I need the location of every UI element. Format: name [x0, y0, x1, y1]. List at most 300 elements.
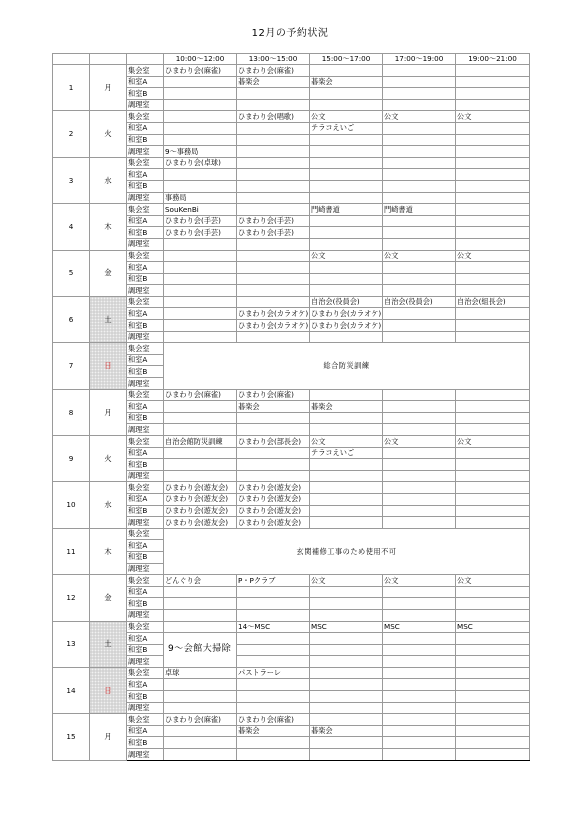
reservation-cell: MSC — [310, 621, 383, 633]
weekday-cell: 火 — [90, 436, 127, 482]
room-row — [53, 389, 530, 401]
date-cell: 1 — [53, 65, 90, 111]
reservation-cell — [164, 296, 237, 308]
reservation-cell — [310, 679, 383, 691]
room-name: 集会室 — [127, 528, 164, 540]
room-name: 調理室 — [127, 517, 164, 529]
reservation-cell — [310, 702, 383, 714]
room-row — [53, 714, 530, 726]
reservation-cell — [237, 146, 310, 158]
room-name: 和室B — [127, 88, 164, 100]
reservation-cell: ひまわり会(手芸) — [237, 227, 310, 239]
date-cell: 11 — [53, 528, 90, 574]
reservation-cell: 公文 — [383, 575, 456, 587]
reservation-cell — [310, 633, 383, 645]
reservation-cell — [310, 331, 383, 343]
reservation-cell — [456, 424, 530, 436]
reservation-cell — [383, 725, 456, 737]
room-name: 和室A — [127, 122, 164, 134]
reservation-cell — [164, 412, 237, 424]
room-name: 集会室 — [127, 714, 164, 726]
reservation-cell: 碁楽会 — [237, 76, 310, 88]
reservation-cell — [164, 134, 237, 146]
reservation-cell — [383, 389, 456, 401]
reservation-cell — [310, 180, 383, 192]
reservation-cell: ひまわり会(遊友会) — [164, 482, 237, 494]
merged-notice: 総合防災訓練 — [164, 343, 530, 389]
reservation-cell — [383, 517, 456, 529]
reservation-cell — [164, 401, 237, 413]
reservation-cell: 碁楽会 — [310, 401, 383, 413]
reservation-cell — [456, 285, 530, 297]
room-name: 和室A — [127, 725, 164, 737]
reservation-cell — [164, 99, 237, 111]
room-name: 和室A — [127, 586, 164, 598]
reservation-cell — [164, 111, 237, 123]
date-cell: 13 — [53, 621, 90, 667]
page-title: 12月の予約状況 — [251, 28, 329, 39]
reservation-cell — [310, 273, 383, 285]
weekday-cell: 日 — [90, 667, 127, 713]
room-name: 集会室 — [127, 157, 164, 169]
reservation-cell: 14～MSC — [237, 621, 310, 633]
room-name: 集会室 — [127, 65, 164, 77]
reservation-cell — [164, 76, 237, 88]
reservation-cell — [310, 749, 383, 761]
reservation-cell — [456, 656, 530, 668]
reservation-cell: 自治会(役員会) — [383, 296, 456, 308]
reservation-cell — [456, 702, 530, 714]
reservation-cell — [237, 412, 310, 424]
reservation-cell — [456, 157, 530, 169]
reservation-cell — [237, 180, 310, 192]
reservation-cell: 公文 — [456, 111, 530, 123]
room-row — [53, 250, 530, 262]
reservation-cell — [383, 679, 456, 691]
reservation-cell — [237, 262, 310, 274]
reservation-cell — [310, 586, 383, 598]
reservation-cell — [456, 262, 530, 274]
reservation-cell — [456, 389, 530, 401]
room-name: 調理室 — [127, 285, 164, 297]
reservation-cell — [383, 146, 456, 158]
reservation-cell: ひまわり会(カラオケ) — [238, 320, 309, 330]
reservation-cell — [383, 331, 456, 343]
reservation-cell — [383, 493, 456, 505]
time-slot-header: 19:00～21:00 — [456, 54, 530, 65]
reservation-cell — [164, 308, 237, 320]
room-name: 調理室 — [127, 331, 164, 343]
room-name: 和室B — [127, 551, 164, 563]
reservation-cell — [164, 459, 237, 471]
weekday-cell: 土 — [90, 296, 127, 342]
reservation-cell — [237, 99, 310, 111]
reservation-cell — [456, 192, 530, 204]
reservation-cell — [383, 227, 456, 239]
reservation-cell — [456, 215, 530, 227]
reservation-cell — [310, 493, 383, 505]
room-name: 調理室 — [127, 238, 164, 250]
reservation-cell — [237, 88, 310, 100]
reservation-cell — [456, 691, 530, 703]
room-row — [53, 111, 530, 123]
reservation-cell — [456, 204, 530, 216]
time-slot-header: 13:00～15:00 — [237, 54, 310, 65]
reservation-cell — [237, 749, 310, 761]
reservation-cell — [164, 424, 237, 436]
reservation-cell — [164, 320, 237, 332]
reservation-cell — [164, 691, 237, 703]
reservation-cell — [456, 169, 530, 181]
room-name: 集会室 — [127, 667, 164, 679]
weekday-cell: 水 — [90, 482, 127, 528]
reservation-cell — [237, 644, 310, 656]
reservation-cell — [237, 192, 310, 204]
reservation-cell — [383, 401, 456, 413]
reservation-cell — [456, 180, 530, 192]
reservation-cell — [456, 586, 530, 598]
date-cell: 8 — [53, 389, 90, 435]
reservation-cell — [456, 88, 530, 100]
reservation-cell — [383, 180, 456, 192]
reservation-cell: 自治会館防災訓練 — [164, 436, 237, 448]
room-name: 和室A — [127, 308, 164, 320]
room-row — [53, 65, 530, 77]
reservation-cell — [456, 320, 530, 332]
reservation-cell — [383, 134, 456, 146]
reservation-cell — [456, 459, 530, 471]
room-name: 和室A — [127, 447, 164, 459]
reservation-cell: 公文 — [310, 436, 383, 448]
reservation-cell — [237, 470, 310, 482]
reservation-cell — [456, 517, 530, 529]
reservation-cell — [456, 493, 530, 505]
reservation-cell — [456, 505, 530, 517]
reservation-cell — [456, 633, 530, 645]
reservation-cell — [164, 586, 237, 598]
reservation-cell — [237, 702, 310, 714]
room-name: 調理室 — [127, 99, 164, 111]
reservation-cell — [310, 146, 383, 158]
reservation-cell — [164, 621, 237, 633]
reservation-cell — [310, 227, 383, 239]
room-name: 調理室 — [127, 378, 164, 390]
reservation-cell: MSC — [383, 621, 456, 633]
reservation-cell: 公文 — [310, 111, 383, 123]
room-name: 和室B — [127, 273, 164, 285]
room-name: 調理室 — [127, 656, 164, 668]
reservation-cell — [456, 679, 530, 691]
weekday-cell: 金 — [90, 575, 127, 621]
header-blank — [53, 54, 90, 65]
reservation-cell — [310, 412, 383, 424]
reservation-cell — [383, 609, 456, 621]
reservation-cell — [310, 238, 383, 250]
reservation-cell — [383, 598, 456, 610]
reservation-cell: ひまわり会(麻雀) — [237, 389, 310, 401]
reservation-cell — [164, 262, 237, 274]
reservation-cell — [237, 273, 310, 285]
reservation-cell — [310, 157, 383, 169]
reservation-cell — [164, 88, 237, 100]
room-name: 和室B — [127, 505, 164, 517]
reservation-cell — [456, 644, 530, 656]
reservation-cell — [310, 656, 383, 668]
reservation-cell — [237, 134, 310, 146]
room-name: 和室A — [127, 354, 164, 366]
reservation-cell — [164, 447, 237, 459]
reservation-cell — [383, 157, 456, 169]
reservation-cell — [164, 169, 237, 181]
room-name: 和室B — [127, 737, 164, 749]
reservation-cell — [456, 227, 530, 239]
reservation-cell — [456, 470, 530, 482]
room-name: 集会室 — [127, 111, 164, 123]
reservation-cell — [310, 609, 383, 621]
room-row — [53, 667, 530, 679]
room-name: 和室B — [127, 366, 164, 378]
reservation-cell — [310, 262, 383, 274]
reservation-cell — [456, 401, 530, 413]
reservation-cell — [383, 737, 456, 749]
reservation-cell — [164, 250, 237, 262]
reservation-cell — [237, 424, 310, 436]
room-name: 和室A — [127, 76, 164, 88]
date-cell: 14 — [53, 667, 90, 713]
reservation-cell — [310, 714, 383, 726]
reservation-cell — [310, 470, 383, 482]
room-name: 調理室 — [127, 749, 164, 761]
reservation-cell — [164, 238, 237, 250]
weekday-cell: 水 — [90, 157, 127, 203]
reservation-cell: 公文 — [310, 575, 383, 587]
room-name: 和室A — [127, 493, 164, 505]
reservation-cell — [310, 99, 383, 111]
date-cell: 12 — [53, 575, 90, 621]
room-name: 和室A — [127, 169, 164, 181]
room-name: 和室A — [127, 401, 164, 413]
reservation-cell — [383, 749, 456, 761]
reservation-cell: 公文 — [456, 436, 530, 448]
reservation-cell: テラコえいご — [310, 122, 383, 134]
room-name: 調理室 — [127, 609, 164, 621]
reservation-cell — [310, 644, 383, 656]
room-name: 調理室 — [127, 146, 164, 158]
reservation-cell — [164, 679, 237, 691]
room-name: 和室B — [127, 598, 164, 610]
reservation-cell — [383, 644, 456, 656]
reservation-cell — [237, 447, 310, 459]
reservation-cell — [456, 308, 530, 320]
reservation-cell — [164, 725, 237, 737]
room-name: 調理室 — [127, 470, 164, 482]
date-cell: 15 — [53, 714, 90, 760]
reservation-cell — [383, 320, 456, 332]
room-name: 調理室 — [127, 192, 164, 204]
reservation-cell — [383, 122, 456, 134]
room-name: 調理室 — [127, 424, 164, 436]
header-row — [53, 54, 530, 65]
room-row — [53, 528, 530, 540]
reservation-cell — [310, 389, 383, 401]
header-blank — [127, 54, 164, 65]
reservation-cell — [237, 459, 310, 471]
room-name: 和室A — [127, 540, 164, 552]
reservation-cell — [310, 192, 383, 204]
reservation-cell — [383, 505, 456, 517]
room-name: 調理室 — [127, 563, 164, 575]
reservation-cell — [310, 737, 383, 749]
reservation-cell — [456, 482, 530, 494]
reservation-cell: ひまわり会(遊友会) — [164, 517, 237, 529]
reservation-cell — [237, 250, 310, 262]
weekday-cell: 金 — [90, 250, 127, 296]
room-row — [53, 575, 530, 587]
reservation-cell — [237, 737, 310, 749]
reservation-cell — [456, 134, 530, 146]
reservation-cell — [237, 285, 310, 297]
room-row — [53, 482, 530, 494]
reservation-cell: 公文 — [383, 436, 456, 448]
date-cell: 3 — [53, 157, 90, 203]
room-name: 和室B — [127, 134, 164, 146]
reservation-cell — [383, 482, 456, 494]
reservation-cell — [310, 598, 383, 610]
reservation-cell: ひまわり会(手芸) — [237, 215, 310, 227]
room-name: 集会室 — [127, 250, 164, 262]
reservation-cell: ひまわり会(カラオケ) — [311, 308, 382, 318]
reservation-cell — [383, 76, 456, 88]
reservation-cell — [237, 204, 310, 216]
reservation-cell: 卓球 — [164, 667, 237, 679]
reservation-cell — [237, 122, 310, 134]
reservation-cell — [383, 99, 456, 111]
room-row — [53, 296, 530, 308]
reservation-cell: ひまわり会(遊友会) — [237, 505, 310, 517]
reservation-cell: 自治会(役員会) — [310, 296, 383, 308]
reservation-cell — [237, 157, 310, 169]
reservation-cell — [237, 691, 310, 703]
date-cell: 5 — [53, 250, 90, 296]
room-name: 調理室 — [127, 702, 164, 714]
reservation-cell — [164, 470, 237, 482]
reservation-cell: P・Pクラブ — [237, 575, 310, 587]
reservation-cell — [383, 88, 456, 100]
reservation-cell — [310, 65, 383, 77]
reservation-cell: 9～事務局 — [164, 146, 237, 158]
reservation-cell — [164, 285, 237, 297]
room-name: 和室B — [127, 320, 164, 332]
reservation-cell: ひまわり会(手芸) — [164, 215, 237, 227]
room-name: 集会室 — [127, 296, 164, 308]
reservation-cell — [456, 122, 530, 134]
reservation-cell — [310, 424, 383, 436]
reservation-cell: ひまわり会(カラオケ) — [311, 320, 382, 330]
room-name: 和室B — [127, 227, 164, 239]
reservation-cell — [164, 331, 237, 343]
reservation-cell: SouKenBi — [164, 204, 237, 216]
room-name: 和室A — [127, 215, 164, 227]
room-name: 和室B — [127, 644, 164, 656]
reservation-cell: 公文 — [310, 250, 383, 262]
reservation-cell — [237, 169, 310, 181]
reservation-cell: どんぐり会 — [164, 575, 237, 587]
reservation-cell — [383, 447, 456, 459]
room-name: 和室B — [127, 412, 164, 424]
reservation-cell — [164, 273, 237, 285]
reservation-cell — [383, 412, 456, 424]
reservation-cell — [310, 667, 383, 679]
weekday-cell: 土 — [90, 621, 127, 667]
room-name: 集会室 — [127, 621, 164, 633]
room-name: 集会室 — [127, 343, 164, 355]
reservation-cell — [310, 691, 383, 703]
reservation-cell — [237, 598, 310, 610]
reservation-cell — [456, 99, 530, 111]
reservation-cell: ひまわり会(麻雀) — [237, 65, 310, 77]
reservation-cell — [383, 714, 456, 726]
date-cell: 10 — [53, 482, 90, 528]
reservation-cell: ひまわり会(手芸) — [164, 227, 237, 239]
reservation-cell: 自治会(組長会) — [456, 296, 530, 308]
room-name: 集会室 — [127, 575, 164, 587]
reservation-cell — [383, 633, 456, 645]
room-name: 集会室 — [127, 389, 164, 401]
reservation-cell — [237, 609, 310, 621]
weekday-cell: 月 — [90, 714, 127, 760]
reservation-cell — [237, 679, 310, 691]
time-slot-header: 17:00～19:00 — [383, 54, 456, 65]
reservation-cell — [456, 331, 530, 343]
reservation-cell — [237, 633, 310, 645]
reservation-cell: ひまわり会(麻雀) — [164, 389, 237, 401]
reservation-cell: 公文 — [383, 250, 456, 262]
reservation-cell: 碁楽会 — [310, 725, 383, 737]
reservation-cell — [456, 273, 530, 285]
date-cell: 7 — [53, 343, 90, 389]
reservation-cell: テラコえいご — [310, 447, 383, 459]
room-name: 集会室 — [127, 482, 164, 494]
reservation-cell — [456, 412, 530, 424]
reservation-cell — [383, 308, 456, 320]
weekday-cell: 木 — [90, 204, 127, 250]
reservation-cell — [383, 667, 456, 679]
reservation-cell — [456, 76, 530, 88]
reservation-cell — [310, 134, 383, 146]
reservation-cell — [456, 609, 530, 621]
reservation-cell — [310, 215, 383, 227]
weekday-cell: 火 — [90, 111, 127, 157]
reservation-cell — [237, 656, 310, 668]
reservation-cell: ひまわり会(麻雀) — [164, 65, 237, 77]
reservation-cell — [237, 238, 310, 250]
reservation-cell — [456, 737, 530, 749]
time-slot-header: 10:00～12:00 — [164, 54, 237, 65]
reservation-cell — [237, 331, 310, 343]
reservation-cell — [164, 702, 237, 714]
reservation-cell — [383, 215, 456, 227]
reservation-cell — [383, 238, 456, 250]
reservation-cell: ひまわり会(遊友会) — [237, 517, 310, 529]
reservation-cell: 門崎書道 — [383, 204, 456, 216]
reservation-cell — [383, 656, 456, 668]
reservation-cell — [383, 169, 456, 181]
time-slot-header: 15:00～17:00 — [310, 54, 383, 65]
reservation-cell — [456, 598, 530, 610]
weekday-cell: 月 — [90, 65, 127, 111]
reservation-cell: 門崎書道 — [310, 204, 383, 216]
reservation-cell: 公文 — [456, 575, 530, 587]
